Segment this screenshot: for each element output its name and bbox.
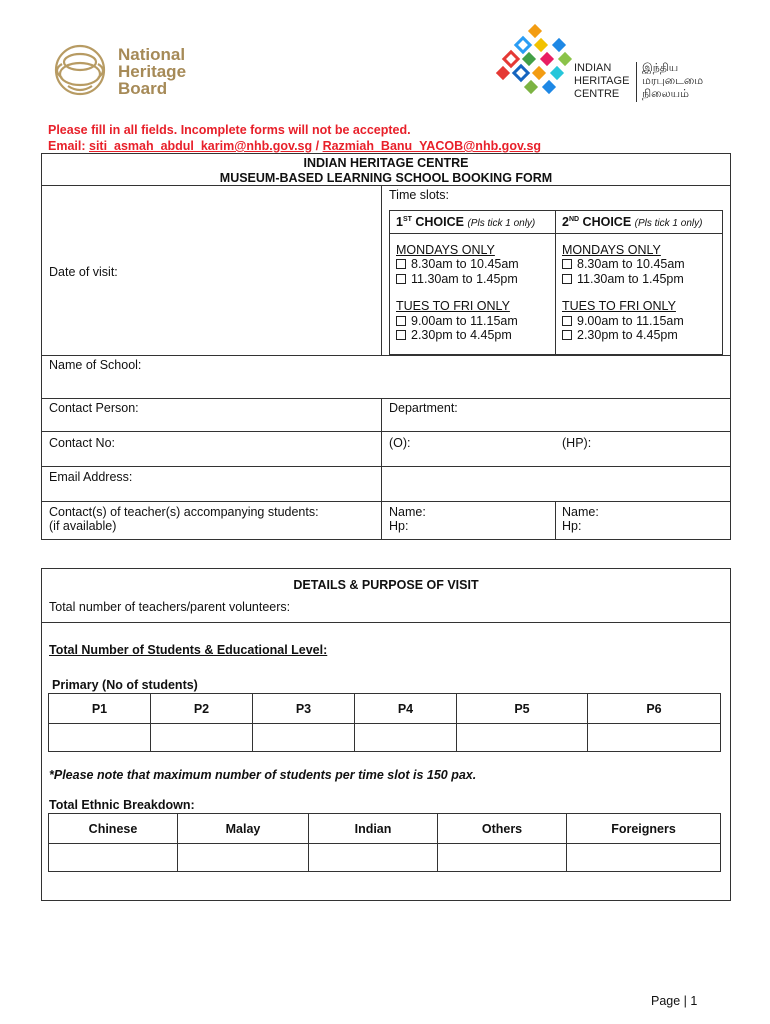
checkbox[interactable]	[562, 274, 572, 284]
teacher-1-hp-label: Hp:	[389, 519, 409, 533]
contact-no-label: Contact No:	[49, 436, 116, 450]
ethnic-table	[48, 813, 721, 872]
level-p6: P6	[588, 694, 721, 724]
email-prefix: Email:	[48, 139, 89, 153]
teacher-2-name-label: Name:	[562, 505, 599, 519]
checkbox[interactable]	[562, 316, 572, 326]
teacher-1-name-label: Name:	[389, 505, 426, 519]
contact-person-label: Contact Person:	[49, 401, 139, 415]
chinese-count-cell[interactable]	[49, 844, 178, 872]
form-title-1: INDIAN HERITAGE CENTRE	[303, 156, 469, 170]
nhb-logo	[48, 40, 218, 104]
checkbox[interactable]	[396, 316, 406, 326]
choice-2-mon-slot-1[interactable]: 8.30am to 10.45am	[562, 257, 685, 271]
email-address-label: Email Address:	[49, 470, 133, 484]
checkbox[interactable]	[396, 274, 406, 284]
page-number: Page | 1	[651, 994, 698, 1008]
form-title-2: MUSEUM-BASED LEARNING SCHOOL BOOKING FORM	[219, 171, 553, 185]
choice-1-header: 1ST CHOICE (Pls tick 1 only)	[396, 215, 536, 229]
indian-count-cell[interactable]	[309, 844, 438, 872]
level-p3: P3	[253, 694, 355, 724]
nhb-word-1: National	[118, 45, 186, 64]
ihc-tamil-2: மரபுடைமை	[642, 75, 704, 87]
ihc-tamil-1: இந்திய	[642, 62, 679, 74]
ethnic-foreigners: Foreigners	[567, 814, 721, 844]
choice-1-tue-slot-1[interactable]: 9.00am to 11.15am	[396, 314, 518, 328]
students-heading: Total Number of Students & Educational Level:	[49, 643, 328, 657]
email-link-1[interactable]: siti_asmah_abdul_karim@nhb.gov.sg	[89, 139, 313, 153]
level-p2: P2	[151, 694, 253, 724]
choice-1-tues: TUES TO FRI ONLY	[396, 299, 510, 313]
choice-1-mon-slot-1[interactable]: 8.30am to 10.45am	[396, 257, 519, 271]
teacher-2-hp-label: Hp:	[562, 519, 582, 533]
choice-2-mon-slot-2[interactable]: 11.30am to 1.45pm	[562, 272, 684, 286]
primary-label: Primary (No of students)	[52, 678, 198, 692]
choice-2-tue-slot-2[interactable]: 2.30pm to 4.45pm	[562, 328, 678, 342]
choice-1-mon-slot-2[interactable]: 11.30am to 1.45pm	[396, 272, 518, 286]
checkbox[interactable]	[396, 330, 406, 340]
ethnic-chinese: Chinese	[49, 814, 178, 844]
hp-phone-label: (HP):	[562, 436, 592, 450]
ihc-word-3: CENTRE	[574, 88, 620, 100]
p3-count-cell[interactable]	[253, 724, 355, 752]
notice-emails	[48, 139, 541, 153]
nhb-word-2: Heritage	[118, 62, 187, 81]
nhb-emblem-icon	[48, 40, 112, 104]
primary-levels-table	[48, 693, 721, 752]
foreigners-count-cell[interactable]	[567, 844, 721, 872]
level-p5: P5	[457, 694, 588, 724]
p2-count-cell[interactable]	[151, 724, 253, 752]
ihc-word-1: INDIAN	[574, 62, 612, 74]
choice-2-mondays: MONDAYS ONLY	[562, 243, 661, 257]
p5-count-cell[interactable]	[457, 724, 588, 752]
p1-count-cell[interactable]	[49, 724, 151, 752]
time-slots-label: Time slots:	[389, 188, 449, 202]
volunteers-label: Total number of teachers/parent volunteers:	[49, 600, 291, 614]
p4-count-cell[interactable]	[355, 724, 457, 752]
department-label: Department:	[389, 401, 458, 415]
ethnic-malay: Malay	[178, 814, 309, 844]
level-p1: P1	[49, 694, 151, 724]
max-students-note: *Please note that maximum number of students per time slot is 150 pax.	[49, 768, 477, 782]
level-p4: P4	[355, 694, 457, 724]
teachers-label-2: (if available)	[49, 519, 117, 533]
checkbox[interactable]	[396, 259, 406, 269]
date-of-visit-label: Date of visit:	[49, 265, 118, 279]
ethnic-heading: Total Ethnic Breakdown:	[49, 798, 195, 812]
ethnic-indian: Indian	[309, 814, 438, 844]
notice-text: Please fill in all fields. Incomplete forms will not be accepted.	[48, 123, 411, 137]
checkbox[interactable]	[562, 330, 572, 340]
choice-2-header: 2ND CHOICE (Pls tick 1 only)	[562, 215, 703, 229]
ihc-tamil-3: நிலையம்	[642, 88, 689, 100]
choice-1-tue-slot-2[interactable]: 2.30pm to 4.45pm	[396, 328, 512, 342]
malay-count-cell[interactable]	[178, 844, 309, 872]
ihc-diamonds-icon	[496, 24, 586, 104]
ihc-word-2: HERITAGE	[574, 75, 630, 87]
office-phone-label: (O):	[389, 436, 411, 450]
others-count-cell[interactable]	[438, 844, 567, 872]
choice-2-tue-slot-1[interactable]: 9.00am to 11.15am	[562, 314, 684, 328]
details-title: DETAILS & PURPOSE OF VISIT	[293, 578, 479, 592]
choice-2-tues: TUES TO FRI ONLY	[562, 299, 676, 313]
teachers-label-1: Contact(s) of teacher(s) accompanying students:	[49, 505, 319, 519]
school-name-label: Name of School:	[49, 358, 142, 372]
nhb-word-3: Board	[118, 79, 168, 98]
p6-count-cell[interactable]	[588, 724, 721, 752]
checkbox[interactable]	[562, 259, 572, 269]
email-separator: /	[312, 139, 323, 153]
ihc-logo	[496, 24, 736, 108]
choice-1-mondays: MONDAYS ONLY	[396, 243, 495, 257]
ethnic-others: Others	[438, 814, 567, 844]
email-link-2[interactable]: Razmiah_Banu_YACOB@nhb.gov.sg	[322, 139, 542, 153]
